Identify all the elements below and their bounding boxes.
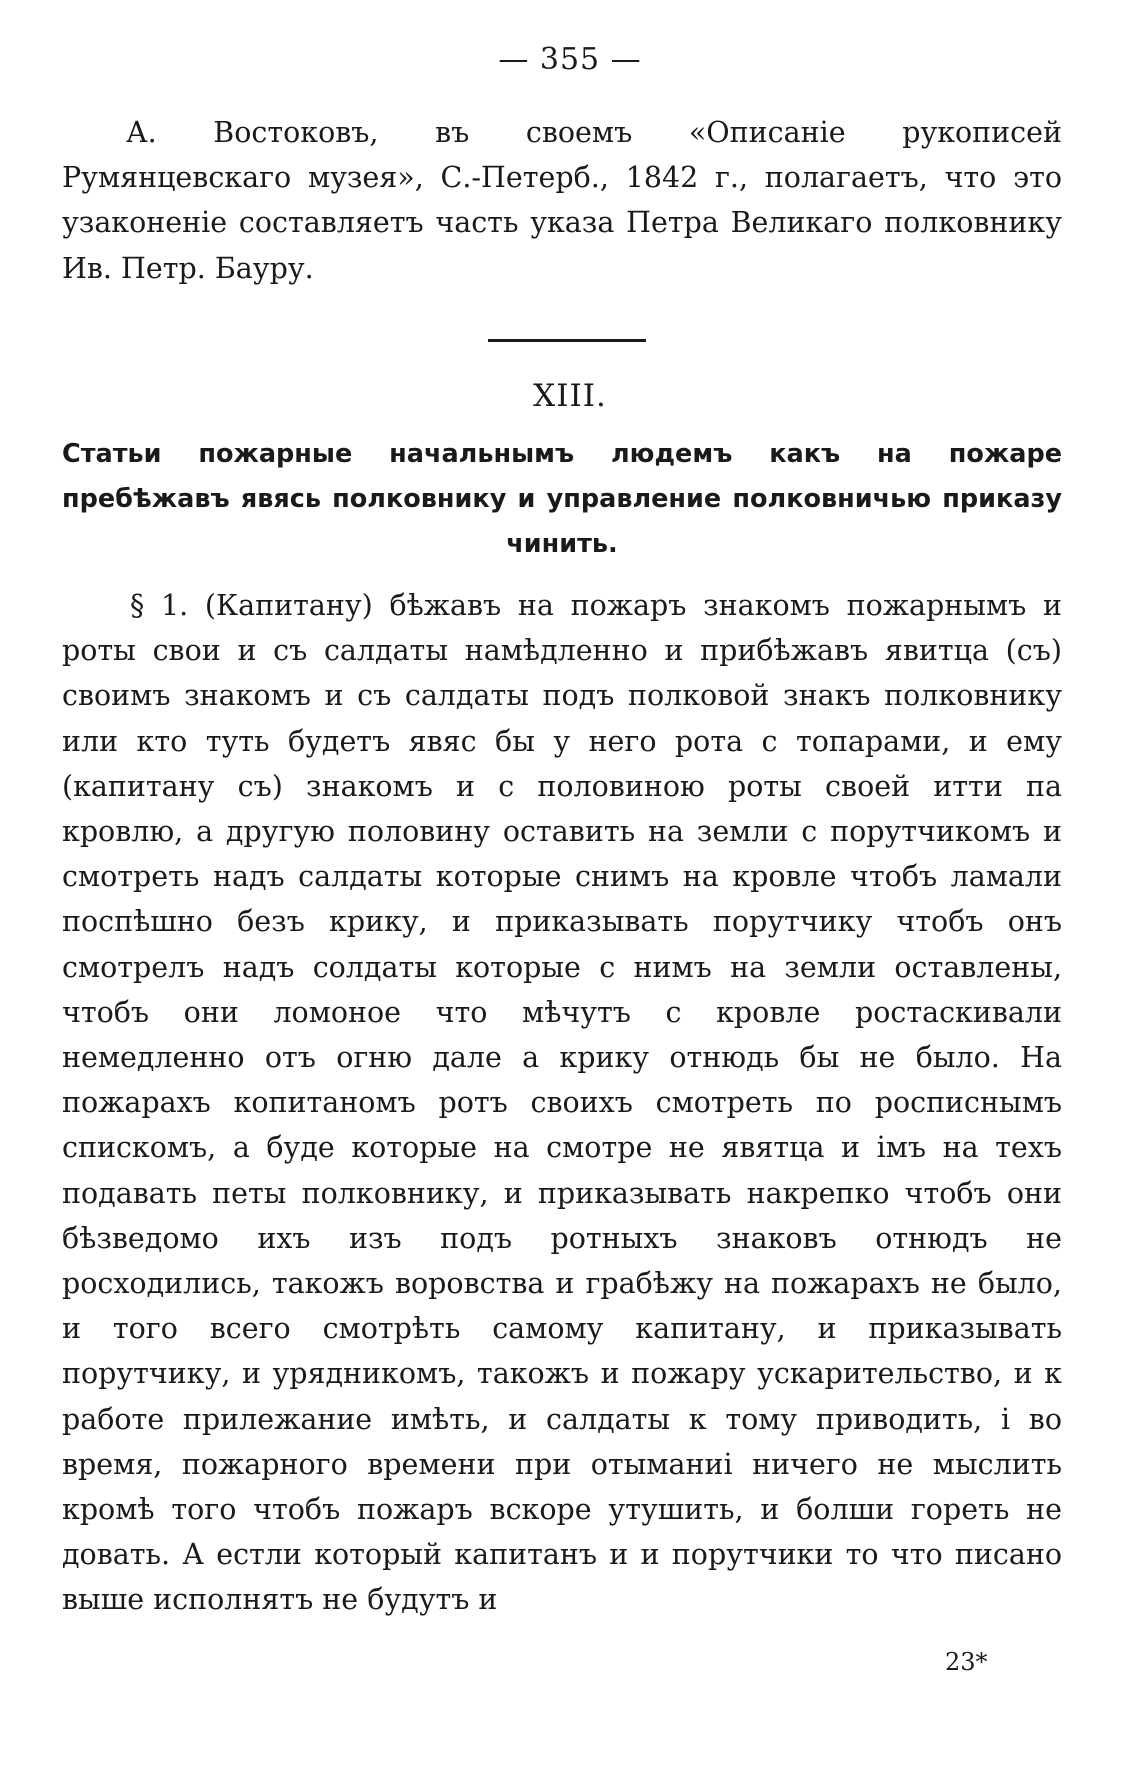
page-number: — 355 — <box>498 42 642 77</box>
section-divider <box>488 339 646 342</box>
signature-mark: 23* <box>945 1648 988 1676</box>
section-heading: Статьи пожарные начальнымъ людемъ какъ на пожаре пребѣжавъ явясь полковнику и управление полковничью приказу чинить. <box>62 439 1062 559</box>
intro-paragraph: А. Востоковъ, въ своемъ «Описаніе рукописей Румянцевскаго музея», С.-Петерб., 1842 г., полагаетъ, что это узаконеніе составляетъ часть указа Петра Великаго полковнику Ив. Петр. Бауру. <box>62 116 1062 285</box>
section-number: XIII. <box>533 378 607 414</box>
body-paragraph: § 1. (Капитану) бѣжавъ на пожаръ знакомъ пожарнымъ и роты свои и съ салдаты намѣдленно и прибѣжавъ явитца (съ) своимъ знакомъ и съ салдаты подъ полковой знакъ полковнику или кто туть будетъ явяс бы у него рота с топарами, и ему (капитану съ) знакомъ и с половиною роты своей итти па кровлю, а другую половину оставить на земли с порутчикомъ и смотреть надъ салдаты которые снимъ на кровле чтобъ ламали поспѣшно безъ крику, и приказывать порутчику чтобъ онъ смотрелъ надъ солдаты которые с нимъ на земли оставлены, чтобъ они ломоное что мѣчутъ с кровле ростаскивали немедленно отъ огню дале а крику отнюдь бы не было. На пожарахъ копитаномъ ротъ своихъ смотреть по росписнымъ спискомъ, а буде которые на смотре не явятца и імъ на техъ подавать петы полковнику, и приказывать накрепко чтобъ они бѣзведомо ихъ изъ подъ ротныхъ знаковъ отнюдъ не росходились, такожъ воровства и грабѣжу на пожарахъ не было, и того всего смотрѣть самому капитану, и приказывать порутчику, и урядникомъ, такожъ и пожару ускарительство, и к работе прилежание имѣть, и салдаты к тому приводить, і во время, пожарного времени при отыманиі ничего не мыслить кромѣ того чтобъ пожаръ вскоре утушить, и болши гореть не довать. А естли который капитанъ и и порутчики то что писано выше исполнятъ не будутъ и <box>62 589 1062 1617</box>
